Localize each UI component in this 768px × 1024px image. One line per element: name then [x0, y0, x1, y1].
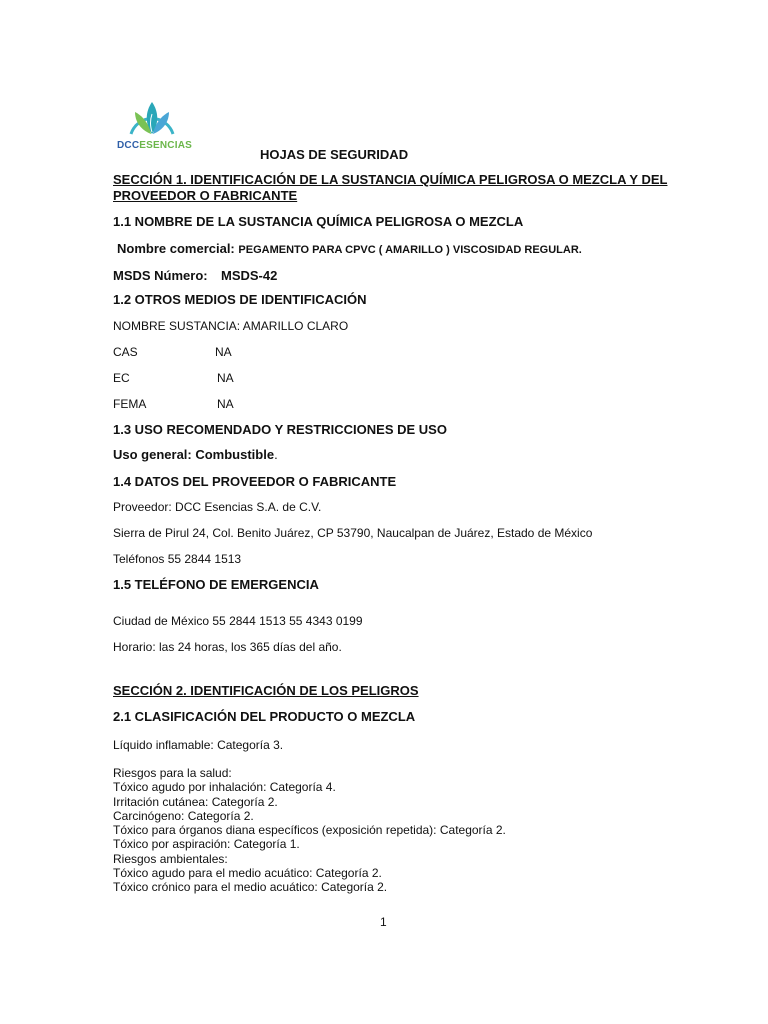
- msds-value: MSDS-42: [221, 268, 278, 283]
- hazard-list: [113, 766, 506, 895]
- list-item: Tóxico para órganos diana específicos (exposición repetida): Categoría 2.: [113, 823, 506, 838]
- ec-value: NA: [217, 371, 234, 385]
- substance-name: NOMBRE SUSTANCIA: AMARILLO CLARO: [113, 319, 349, 333]
- msds-label: MSDS Número:: [113, 268, 208, 283]
- list-item: Tóxico por aspiración: Categoría 1.: [113, 837, 300, 852]
- trade-name-row: [117, 241, 582, 257]
- section-1-title-line1: SECCIÓN 1. IDENTIFICACIÓN DE LA SUSTANCIA QUÍMICA PELIGROSA O MEZCLA Y DEL: [113, 172, 668, 187]
- subsection-1-1-heading: 1.1 NOMBRE DE LA SUSTANCIA QUÍMICA PELIGROSA O MEZCLA: [113, 214, 524, 229]
- subsection-1-3-heading: 1.3 USO RECOMENDADO Y RESTRICCIONES DE USO: [113, 422, 447, 437]
- trade-name-label: Nombre comercial:: [117, 241, 235, 256]
- supplier-address: Sierra de Pirul 24, Col. Benito Juárez, CP 53790, Naucalpan de Juárez, Estado de México: [113, 526, 593, 540]
- section-1-title-line2: PROVEEDOR O FABRICANTE: [113, 188, 298, 203]
- subsection-1-2-heading: 1.2 OTROS MEDIOS DE IDENTIFICACIÓN: [113, 292, 367, 307]
- list-item: Tóxico agudo para el medio acuático: Categoría 2.: [113, 866, 382, 881]
- cas-label: CAS: [113, 345, 138, 359]
- list-item: Riesgos ambientales:: [113, 851, 228, 866]
- company-logo: [117, 96, 192, 156]
- document-title: HOJAS DE SEGURIDAD: [260, 147, 409, 162]
- leaf-logo-icon: [117, 96, 187, 142]
- subsection-1-4-heading: 1.4 DATOS DEL PROVEEDOR O FABRICANTE: [113, 474, 397, 489]
- list-item: Riesgos para la salud:: [113, 766, 232, 780]
- trade-name-value: PEGAMENTO PARA CPVC ( AMARILLO ) VISCOSIDAD REGULAR.: [238, 244, 582, 256]
- ec-label: EC: [113, 371, 130, 385]
- cas-value: NA: [215, 345, 232, 359]
- supplier-phones: Teléfonos 55 2844 1513: [113, 552, 242, 566]
- subsection-1-5-heading: 1.5 TELÉFONO DE EMERGENCIA: [113, 577, 319, 592]
- general-use: Uso general: Combustible.: [113, 447, 278, 462]
- list-item: Tóxico crónico para el medio acuático: Categoría 2.: [113, 880, 388, 895]
- emergency-phones: Ciudad de México 55 2844 1513 55 4343 0199: [113, 614, 363, 628]
- flammable-classification: Líquido inflamable: Categoría 3.: [113, 738, 284, 752]
- list-item: Carcinógeno: Categoría 2.: [113, 808, 254, 823]
- list-item: Tóxico agudo por inhalación: Categoría 4.: [113, 780, 336, 795]
- emergency-hours: Horario: las 24 horas, los 365 días del año.: [113, 640, 342, 654]
- fema-value: NA: [217, 397, 234, 411]
- section-2-title: SECCIÓN 2. IDENTIFICACIÓN DE LOS PELIGROS: [113, 683, 419, 698]
- subsection-2-1-heading: 2.1 CLASIFICACIÓN DEL PRODUCTO O MEZCLA: [113, 709, 416, 724]
- page-number: 1: [380, 915, 387, 929]
- list-item: Irritación cutánea: Categoría 2.: [113, 794, 278, 809]
- logo-wordmark: DCCESENCIAS: [117, 140, 192, 151]
- fema-label: FEMA: [113, 397, 147, 411]
- supplier-name: Proveedor: DCC Esencias S.A. de C.V.: [113, 500, 322, 514]
